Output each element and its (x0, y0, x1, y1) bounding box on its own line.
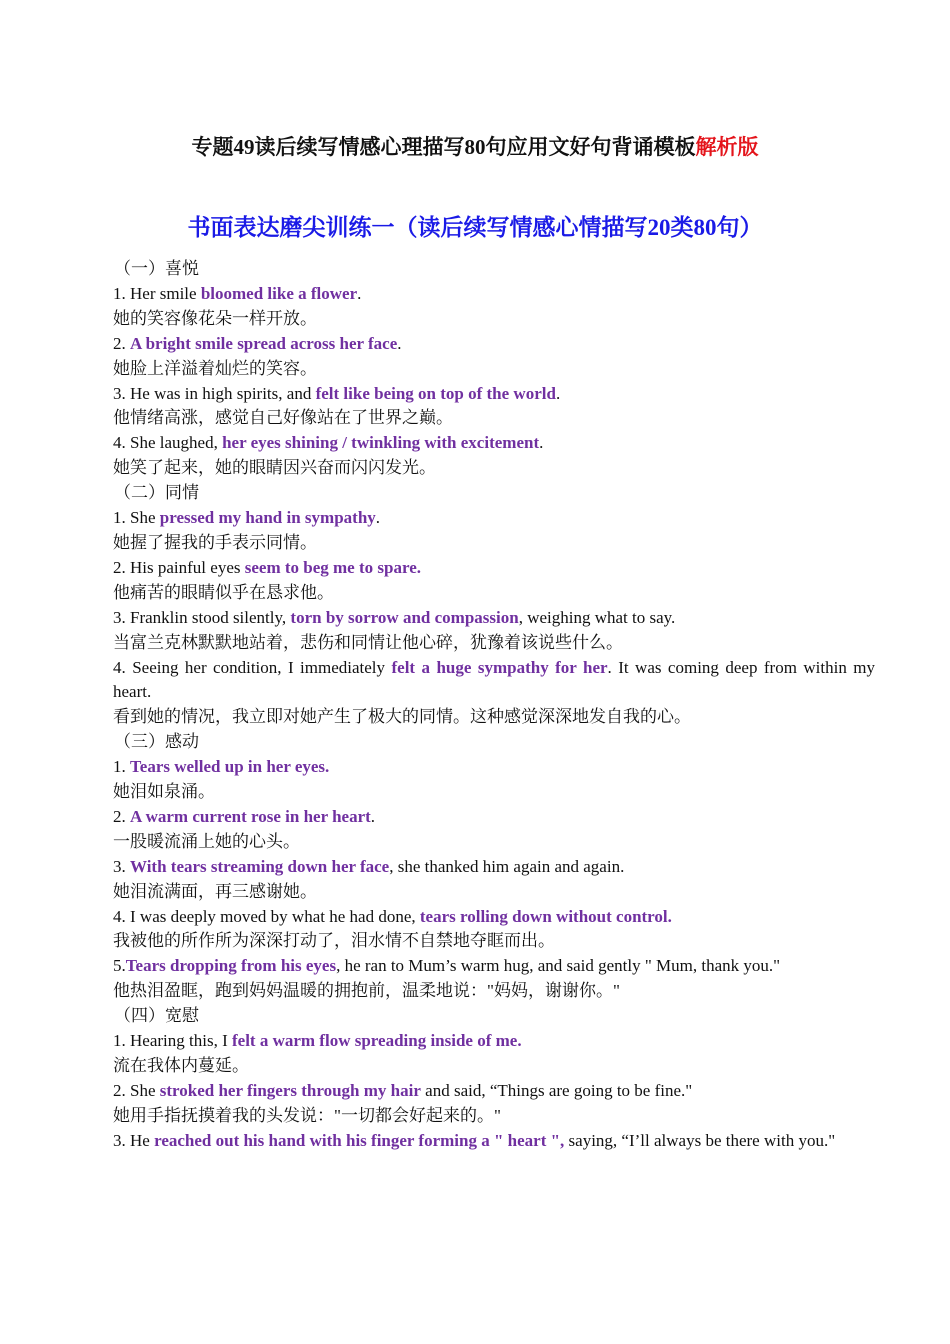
english-sentence (113, 431, 875, 456)
document-body (113, 257, 875, 1154)
sentence-text: 2. His painful eyes (113, 557, 245, 577)
sentence-text: . (555, 383, 561, 403)
sentence-text: . (375, 508, 381, 528)
document-title (0, 131, 950, 163)
highlighted-phrase: tears rolling down without control. (419, 906, 672, 926)
english-sentence (113, 556, 875, 581)
chinese-translation: 我被他的所作所为深深打动了，泪水情不自禁地夺眶而出。 (113, 931, 555, 951)
sentence-text: . (370, 806, 376, 826)
sentence-text: 3. He was in high spirits, and (113, 383, 316, 403)
chinese-translation: 她握了握我的手表示同情。 (113, 532, 317, 552)
english-sentence (113, 755, 875, 780)
section-heading: （三）感动 (114, 732, 199, 752)
sentence-text: 3. He (113, 1130, 155, 1150)
chinese-translation: 他情绪高涨，感觉自己好像站在了世界之巅。 (113, 408, 453, 428)
title-main: 专题49读后续写情感心理描写80句应用文好句背诵模板 (191, 135, 696, 159)
title-tag: 解析版 (695, 135, 759, 159)
highlighted-phrase: With tears streaming down her face (130, 856, 390, 876)
english-sentence (113, 332, 875, 357)
sentence-text: 1. (113, 757, 130, 777)
english-sentence (113, 656, 875, 706)
sentence-text: 4. I was deeply moved by what he had done, (113, 906, 420, 926)
english-sentence (113, 506, 875, 531)
english-sentence (113, 1129, 875, 1154)
english-sentence (113, 1079, 875, 1104)
sentence-text: 1. She (113, 508, 160, 528)
chinese-translation: 她用手指抚摸着我的头发说："一切都会好起来的。" (113, 1105, 501, 1125)
section-subtitle: 书面表达磨尖训练一（读后续写情感心情描写20类80句） (187, 215, 763, 240)
english-sentence (113, 282, 875, 307)
chinese-translation: 他痛苦的眼睛似乎在恳求他。 (113, 582, 334, 602)
english-sentence (113, 1029, 875, 1054)
highlighted-phrase: reached out his hand with his finger forming a " heart ", (154, 1130, 565, 1150)
section-heading: （一）喜悦 (114, 259, 199, 278)
chinese-translation: 看到她的情况，我立即对她产生了极大的同情。这种感觉深深地发自我的心。 (113, 707, 691, 727)
highlighted-phrase: A bright smile spread across her face (130, 333, 398, 353)
chinese-translation: 她笑了起来，她的眼睛因兴奋而闪闪发光。 (113, 458, 436, 478)
highlighted-phrase: Tears welled up in her eyes. (130, 757, 330, 777)
section-heading: （四）宽慰 (114, 1006, 199, 1026)
english-sentence (113, 606, 875, 631)
highlighted-phrase: stroked her fingers through my hair (159, 1080, 421, 1100)
highlighted-phrase: felt like being on top of the world (315, 383, 556, 403)
section-heading: （二）同情 (114, 483, 199, 503)
highlighted-phrase: torn by sorrow and compassion (290, 607, 519, 627)
highlighted-phrase: her eyes shining / twinkling with excitement (222, 433, 540, 453)
sentence-text: 1. Her smile (113, 283, 201, 303)
sentence-text: , he ran to Mum’s warm hug, and said gently " Mum, thank you." (336, 956, 781, 976)
chinese-translation: 当富兰克林默默地站着，悲伤和同情让他心碎，犹豫着该说些什么。 (113, 632, 623, 652)
chinese-translation: 他热泪盈眶，跑到妈妈温暖的拥抱前，温柔地说："妈妈，谢谢你。" (113, 981, 620, 1001)
sentence-text: . (539, 433, 544, 453)
english-sentence (113, 805, 875, 830)
highlighted-phrase: felt a huge sympathy for her (391, 657, 608, 677)
sentence-text: 4. She laughed, (113, 433, 223, 453)
chinese-translation: 她泪如泉涌。 (113, 782, 215, 802)
sentence-text: 2. She (113, 1080, 160, 1100)
sentence-text: 2. (113, 806, 130, 826)
sentence-text: . (357, 283, 362, 303)
sentence-text: . It was coming deep from within my heart. (113, 657, 875, 702)
sentence-text: 3. Franklin stood silently, (113, 607, 291, 627)
chinese-translation: 一股暖流涌上她的心头。 (113, 831, 300, 851)
chinese-translation: 她脸上洋溢着灿烂的笑容。 (113, 358, 317, 378)
english-sentence (113, 855, 875, 880)
highlighted-phrase: seem to beg me to spare. (244, 557, 421, 577)
sentence-text: 1. Hearing this, I (113, 1031, 232, 1051)
chinese-translation: 她泪流满面，再三感谢她。 (113, 881, 317, 901)
sentence-text: 3. (113, 856, 130, 876)
sentence-text: , weighing what to say. (518, 607, 676, 627)
english-sentence (113, 954, 875, 979)
highlighted-phrase: felt a warm flow spreading inside of me. (231, 1031, 522, 1051)
highlighted-phrase: bloomed like a flower (200, 283, 358, 303)
highlighted-phrase: A warm current rose in her heart (130, 806, 371, 826)
highlighted-phrase: pressed my hand in sympathy (159, 508, 376, 528)
sentence-text: . (397, 333, 402, 353)
sentence-text: 5. (113, 956, 126, 976)
sentence-text: saying, “I’ll always be there with you." (564, 1130, 836, 1150)
sentence-text: 4. Seeing her condition, I immediately (113, 657, 392, 677)
sentence-text: 2. (113, 333, 130, 353)
english-sentence (113, 905, 875, 930)
chinese-translation: 她的笑容像花朵一样开放。 (113, 308, 317, 328)
english-sentence (113, 382, 875, 407)
sentence-text: and said, “Things are going to be fine." (420, 1080, 693, 1100)
chinese-translation: 流在我体内蔓延。 (113, 1056, 249, 1075)
sentence-text: , she thanked him again and again. (389, 856, 625, 876)
highlighted-phrase: Tears dropping from his eyes (125, 956, 337, 976)
